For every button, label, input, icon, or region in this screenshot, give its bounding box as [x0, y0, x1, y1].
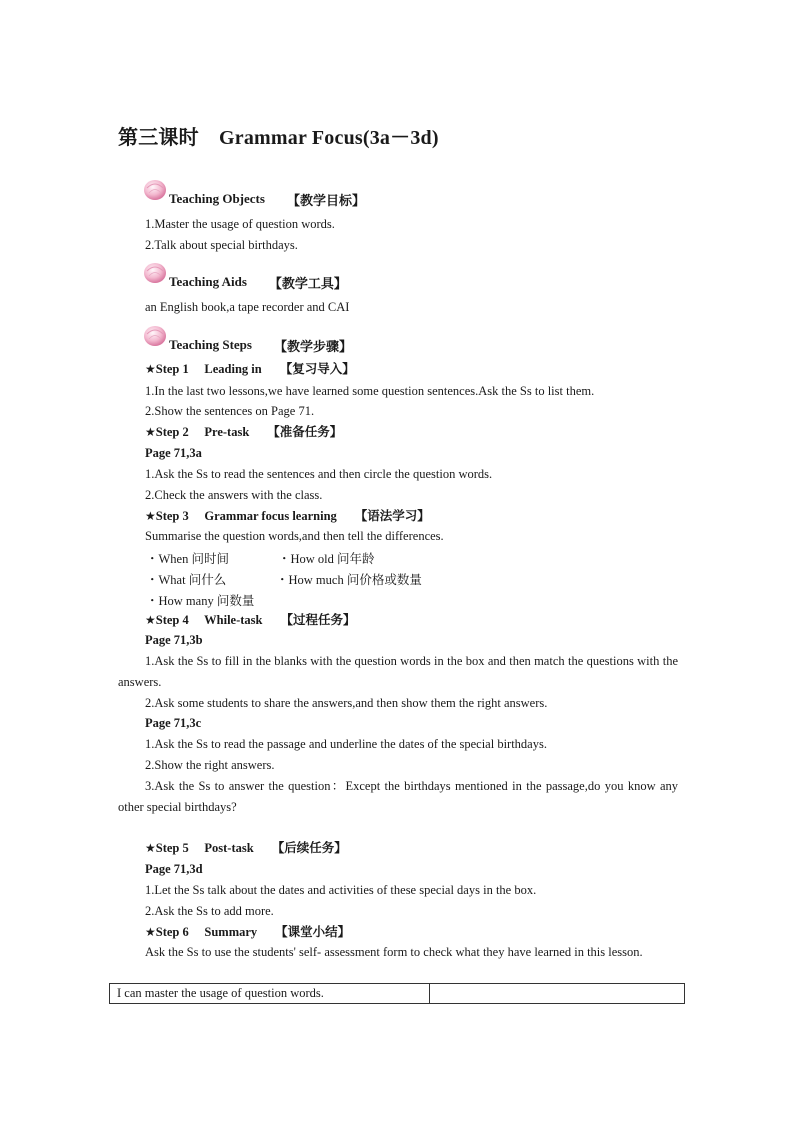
- page-reference: Page 71,3d: [145, 862, 203, 876]
- page-reference: Page 71,3b: [145, 633, 203, 647]
- step-5-line: 1.Let the Ss talk about the dates and activities of these special days in the box.: [145, 883, 537, 897]
- objective-item: 1.Master the usage of question words.: [145, 217, 335, 231]
- question-word-meaning: 问时间: [191, 551, 229, 566]
- step-4-line: 2.Ask some students to share the answers,and then show them the right answers.: [145, 696, 548, 710]
- question-word-item: [146, 549, 229, 567]
- question-word-meaning: 问年龄: [337, 551, 375, 566]
- table-cell-empty[interactable]: [430, 984, 685, 1004]
- page-reference: Page 71,3a: [145, 446, 202, 460]
- step-4-paragraph: 1.Ask the Ss to fill in the blanks with the question words in the box and then match the questions with the answers.: [118, 654, 678, 689]
- page-reference: Page 71,3c: [145, 716, 202, 730]
- question-word-meaning: 问数量: [216, 593, 255, 608]
- section-teaching-objects: [145, 187, 365, 211]
- section-title-zh: 【教学步骤】: [273, 339, 352, 355]
- question-word-item: [146, 570, 226, 588]
- question-word: ・How old: [278, 552, 334, 566]
- question-word-item: [276, 570, 422, 588]
- step-2-line: 2.Check the answers with the class.: [145, 488, 323, 502]
- step-label-zh: 【课堂小结】: [275, 924, 351, 939]
- step-2-line: 1.Ask the Ss to read the sentences and then circle the question words.: [145, 467, 493, 481]
- star-icon: ★: [145, 613, 156, 627]
- step-label: Step 3 Grammar focus learning: [155, 509, 337, 523]
- section-title-zh: 【教学目标】: [286, 193, 365, 209]
- step-1-heading: [145, 361, 355, 377]
- star-icon: ★: [145, 509, 156, 523]
- question-word-item: [278, 549, 375, 567]
- flower-icon: [142, 322, 168, 348]
- self-assessment-table: [109, 983, 685, 1004]
- step-4-paragraph: 3.Ask the Ss to answer the question：Except the birthdays mentioned in the passage,do you know any other special birthdays?: [118, 779, 678, 814]
- step-1-line: 2.Show the sentences on Page 71.: [145, 404, 315, 418]
- aids-text: an English book,a tape recorder and CAI: [145, 300, 350, 314]
- step-5-heading: [145, 840, 347, 856]
- page-title: 第三课时 Grammar Focus(3a－3d): [118, 127, 439, 149]
- table-cell: I can master the usage of question words.: [110, 984, 430, 1004]
- question-word-meaning: 问什么: [188, 572, 227, 587]
- step-label: Step 4 While-task: [155, 613, 263, 627]
- star-icon: ★: [145, 841, 156, 855]
- section-title-zh: 【教学工具】: [268, 276, 347, 292]
- step-6-heading: [145, 924, 350, 940]
- section-title-en: Teaching Aids: [169, 274, 247, 289]
- question-word: ・When: [146, 552, 189, 566]
- flower-icon: [142, 259, 168, 285]
- flower-icon: [142, 176, 168, 202]
- question-word: ・What: [146, 573, 186, 587]
- objective-item: 2.Talk about special birthdays.: [145, 238, 298, 252]
- section-teaching-aids: [145, 270, 347, 294]
- step-3-heading: [145, 508, 430, 524]
- step-label: Step 5 Post-task: [155, 841, 254, 855]
- star-icon: ★: [145, 925, 156, 939]
- table-row: [110, 984, 685, 1004]
- question-word-meaning: 问价格或数量: [346, 572, 422, 587]
- step-1-line: 1.In the last two lessons,we have learned some question sentences.Ask the Ss to list them.: [145, 384, 595, 398]
- step-4-line: 2.Show the right answers.: [145, 758, 275, 772]
- section-title-en: Teaching Objects: [169, 191, 265, 206]
- step-label: Step 1 Leading in: [155, 362, 262, 376]
- step-label-zh: 【准备任务】: [267, 424, 343, 439]
- step-label-zh: 【过程任务】: [280, 612, 356, 627]
- step-4-heading: [145, 612, 356, 628]
- step-6-paragraph: Ask the Ss to use the students' self- assessment form to check what they have learned in this lesson.: [145, 945, 643, 959]
- question-word: ・How many: [146, 594, 214, 608]
- step-5-line: 2.Ask the Ss to add more.: [145, 904, 274, 918]
- step-3-intro: Summarise the question words,and then tell the differences.: [145, 529, 444, 543]
- star-icon: ★: [145, 362, 156, 376]
- step-4-line: 1.Ask the Ss to read the passage and underline the dates of the special birthdays.: [145, 737, 547, 751]
- star-icon: ★: [145, 425, 156, 439]
- step-label-zh: 【复习导入】: [279, 361, 355, 376]
- step-label-zh: 【语法学习】: [354, 508, 430, 523]
- step-label-zh: 【后续任务】: [271, 840, 347, 855]
- step-label: Step 2 Pre-task: [155, 425, 250, 439]
- section-teaching-steps: [145, 333, 352, 357]
- step-label: Step 6 Summary: [155, 925, 258, 939]
- question-word: ・How much: [276, 573, 344, 587]
- question-word-item: [146, 591, 254, 609]
- section-title-en: Teaching Steps: [169, 337, 252, 352]
- step-2-heading: [145, 424, 342, 440]
